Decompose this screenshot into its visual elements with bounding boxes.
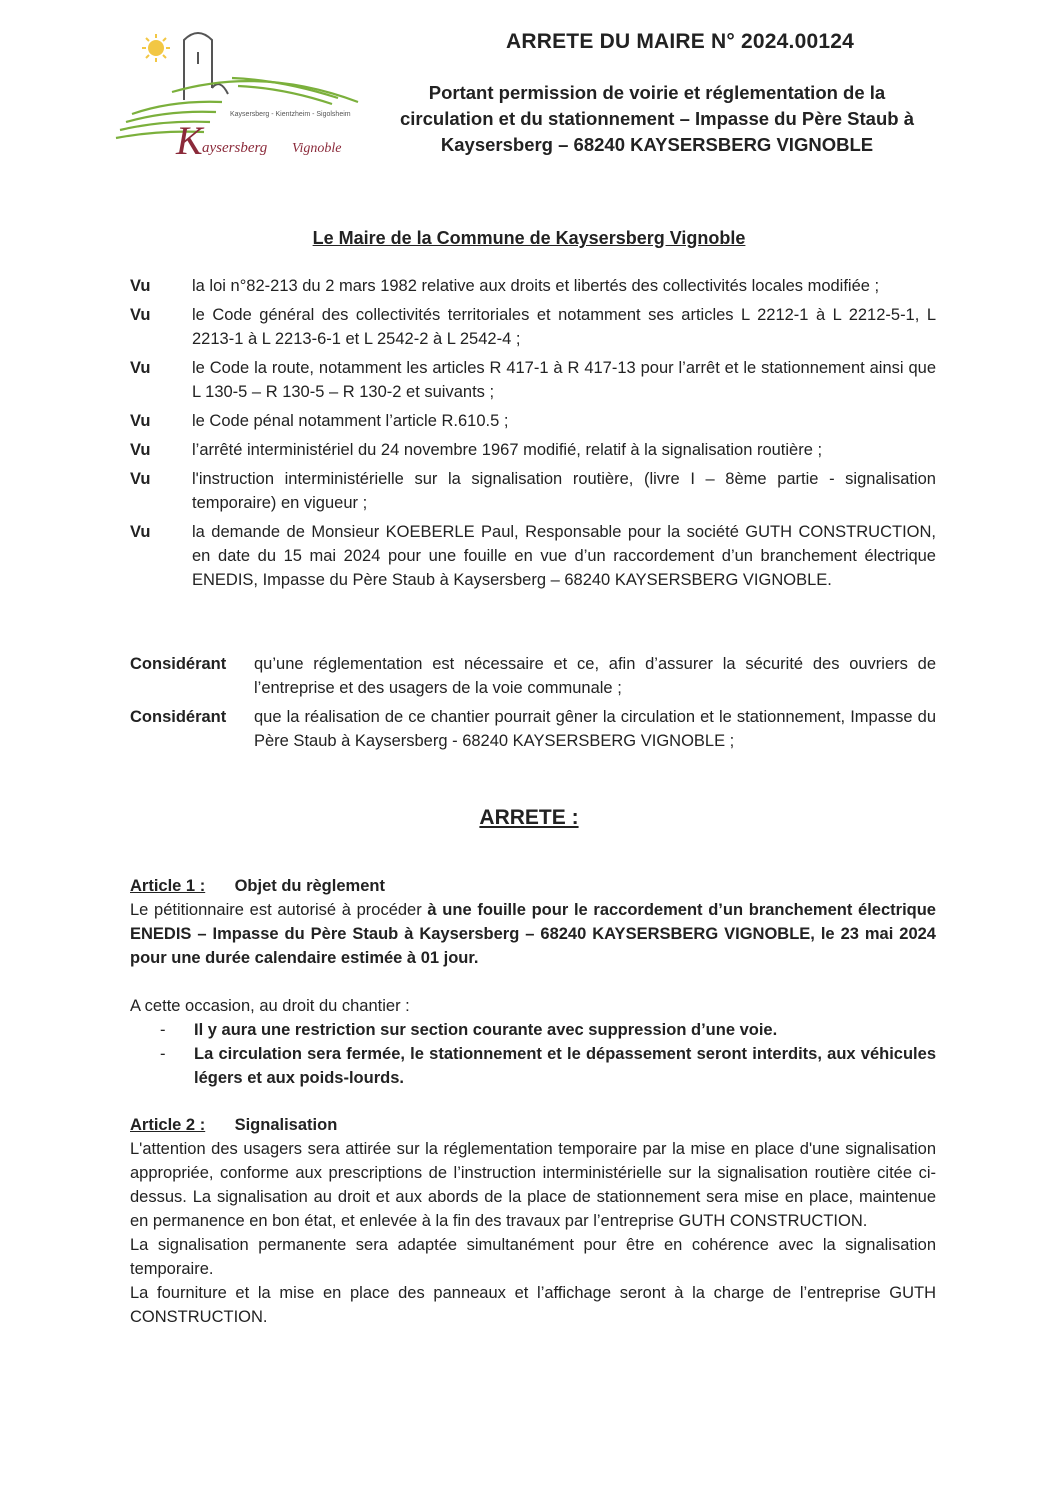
vu-item <box>130 356 936 404</box>
article-title: Objet du règlement <box>234 877 385 895</box>
vu-text: le Code général des collectivités territoriales et notamment ses articles L 2212-1 à L 2212-5-1, L 2213-1 à L 2213-6-1 et L 2542-2 à L 2542-4 ; <box>192 306 936 348</box>
vu-label: Vu <box>130 277 151 295</box>
list-item <box>160 1018 936 1042</box>
vu-label: Vu <box>130 306 151 324</box>
logo-graphic <box>112 18 364 166</box>
vu-label: Vu <box>130 523 151 541</box>
vu-label: Vu <box>130 359 151 377</box>
article-occasion: A cette occasion, au droit du chantier : <box>130 997 410 1015</box>
vu-text: l’arrêté interministériel du 24 novembre 1967 modifié, relatif à la signalisation routière ; <box>192 441 823 459</box>
considerant-item <box>130 705 936 753</box>
vu-text: l'instruction interministérielle sur la signalisation routière, (livre I – 8ème partie - signalisation temporaire) en vigueur ; <box>192 470 936 512</box>
vu-item <box>130 303 936 351</box>
article-body <box>130 898 936 970</box>
considerant-text: que la réalisation de ce chantier pourrait gêner la circulation et le stationnement, Impasse du Père Staub à Kaysersberg - 68240 KAYSERSBERG VIGNOBLE ; <box>254 708 936 750</box>
article-heading <box>130 1113 936 1137</box>
logo-main-text: aysersberg <box>202 140 268 156</box>
logo-k-letter: K <box>176 118 203 163</box>
article-heading <box>130 874 936 898</box>
vu-text: la demande de Monsieur KOEBERLE Paul, Responsable pour la société GUTH CONSTRUCTION, en date du 15 mai 2024 pour une fouille en vue d’un raccordement d’un branchement électrique ENEDIS, Impasse du Père Staub à Kaysersberg – 68240 KAYSERSBERG VIGNOBLE. <box>192 523 936 589</box>
article-intro-bold: à une fouille pour le raccordement d’un branchement électrique ENEDIS – Impasse du Père Staub à Kaysersberg – 68240 KAYSERSBERG VIGNOBLE, le 23 mai 2024 pour une durée calendaire estimée à 01 jour. <box>130 901 936 967</box>
bullet-text: Il y aura une restriction sur section courante avec suppression d’une voie. <box>194 1021 778 1039</box>
vineyard-icon <box>116 78 358 138</box>
vu-label: Vu <box>130 441 151 459</box>
considerant-item <box>130 652 936 700</box>
considerant-list <box>130 652 936 758</box>
vu-label: Vu <box>130 412 151 430</box>
article-number: Article 1 : <box>130 877 206 895</box>
vu-item <box>130 438 936 462</box>
dash-bullet: - <box>160 1045 166 1063</box>
vu-item <box>130 467 936 515</box>
dash-bullet: - <box>160 1021 166 1039</box>
decree-subtitle: Portant permission de voirie et réglementation de la circulation et du stationnement – Impasse du Père Staub à Kaysersberg – 68240 KAYSERSBERG VIGNOBLE <box>399 82 915 155</box>
article-title: Signalisation <box>234 1116 338 1134</box>
logo-small-text: Kaysersberg - Kientzheim - Sigolsheim <box>230 111 351 118</box>
logo-secondary-text: Vignoble <box>292 141 342 156</box>
vu-text: la loi n°82-213 du 2 mars 1982 relative aux droits et libertés des collectivités locales modifiée ; <box>192 277 880 295</box>
article-intro: Le pétitionnaire est autorisé à procéder <box>130 901 428 919</box>
decree-title: ARRETE DU MAIRE N° 2024.00124 <box>506 30 854 53</box>
vu-text: le Code pénal notamment l’article R.610.5 ; <box>192 412 509 430</box>
vu-item <box>130 274 936 298</box>
considerant-label: Considérant <box>130 655 227 673</box>
article-2 <box>130 1113 936 1329</box>
list-item <box>160 1042 936 1090</box>
sun-icon <box>142 34 170 62</box>
considerant-text: qu’une réglementation est nécessaire et ce, afin d’assurer la sécurité des ouvriers de l’entreprise et des usagers de la voie communale ; <box>254 655 936 697</box>
article-paragraph: La signalisation permanente sera adaptée simultanément pour être en cohérence avec la signalisation temporaire. <box>130 1236 936 1278</box>
vu-text: le Code la route, notamment les articles R 417-1 à R 417-13 pour l’arrêt et le stationnement ainsi que L 130-5 – R 130-5 – R 130-2 et suivants ; <box>192 359 936 401</box>
mayor-heading: Le Maire de la Commune de Kaysersberg Vignoble <box>312 228 746 248</box>
kaysersberg-vignoble-logo <box>112 18 364 166</box>
article-paragraph: La fourniture et la mise en place des panneaux et l’affichage seront à la charge de l’entreprise GUTH CONSTRUCTION. <box>130 1284 936 1326</box>
tower-icon <box>184 33 228 100</box>
bullet-text: La circulation sera fermée, le stationnement et le dépassement seront interdits, aux véhicules légers et aux poids-lourds. <box>194 1045 936 1087</box>
arrete-heading: ARRETE : <box>479 806 579 829</box>
article-1 <box>130 874 936 1090</box>
vu-list <box>130 274 936 597</box>
vu-label: Vu <box>130 470 151 488</box>
vu-item <box>130 520 936 592</box>
article-number: Article 2 : <box>130 1116 206 1134</box>
vu-item <box>130 409 936 433</box>
considerant-label: Considérant <box>130 708 227 726</box>
article-paragraph: L'attention des usagers sera attirée sur la réglementation temporaire par la mise en place d'une signalisation appropriée, conforme aux prescriptions de l’instruction interministérielle sur la signalisation routière citée ci-dessus. La signalisation au droit et aux abords de la place de stationnement sera mise en place, maintenue en permanence en bon état, et enlevée à la fin des travaux par l’entreprise GUTH CONSTRUCTION. <box>130 1140 936 1230</box>
